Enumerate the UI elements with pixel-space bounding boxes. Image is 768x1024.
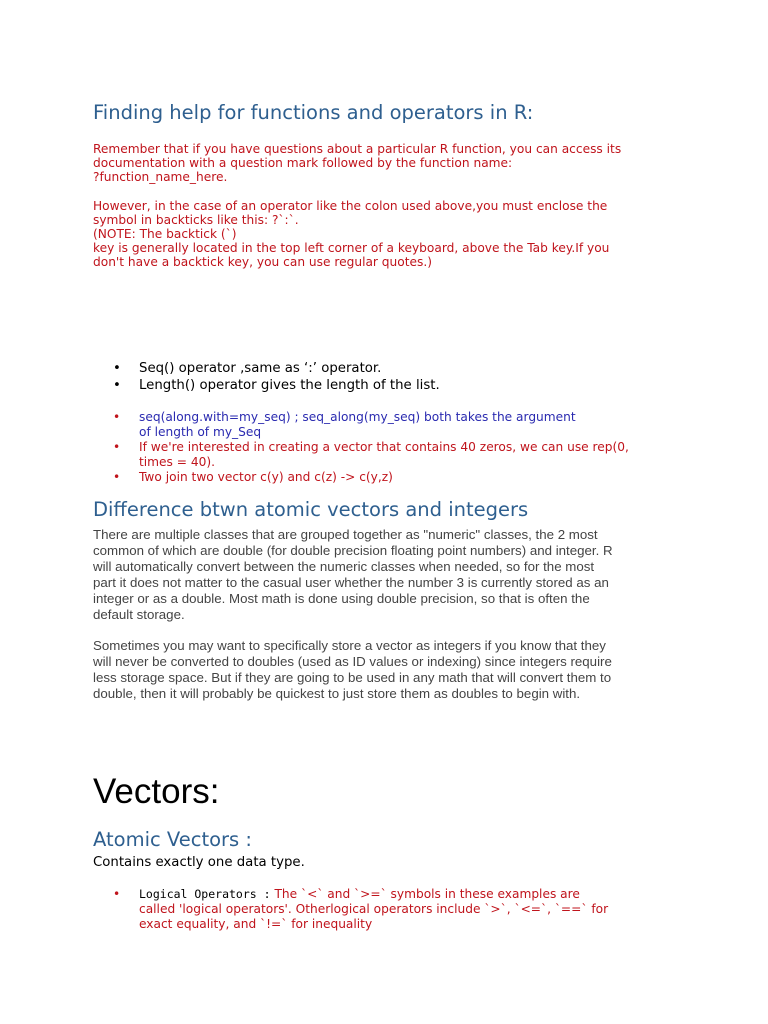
text-line: common of which are double (for double precision floating point numbers) and integer. R [93,543,613,558]
text-line: part it does not matter to the casual user whether the number 3 is currently stored as an [93,575,609,590]
bullet-icon: • [113,470,121,484]
text-line: key is generally located in the top left corner of a keyboard, above the Tab key.If you [93,241,610,255]
text-line: However, in the case of an operator like the colon used above,you must enclose the [93,199,608,213]
list-item-text: Length() operator gives the length of the list. [139,378,440,393]
text-line: symbol in backticks like this: ?`:`. [93,213,299,227]
list-item-text: times = 40). [139,455,215,469]
difference-paragraph-1 [93,527,693,623]
operators-list [113,360,440,394]
atomic-vectors-heading: Atomic Vectors : [93,828,252,851]
help-paragraph-2 [93,199,683,269]
difference-paragraph-2 [93,638,693,702]
list-item [113,887,608,932]
help-heading: Finding help for functions and operators in R: [93,101,534,124]
list-item-text: exact equality, and `!=` for inequality [139,917,373,931]
list-item [113,377,440,394]
text-line: default storage. [93,607,185,622]
text-line: ?function_name_here. [93,170,228,184]
vectors-title: Vectors: [93,772,220,811]
help-paragraph-1 [93,142,683,184]
text-line: double, then it will probably be quickest to just store them as doubles to begin with. [93,686,581,701]
difference-heading: Difference btwn atomic vectors and integers [93,498,529,521]
list-item-text: of length of my_Seq [139,425,262,439]
list-item [113,360,440,377]
text-line: (NOTE: The backtick (`) [93,227,237,241]
text-line: documentation with a question mark followed by the function name: [93,156,513,170]
logical-operators-list [113,887,608,932]
list-item-text: Two join two vector c(y) and c(z) -> c(y,z) [139,470,393,484]
list-item-text: Seq() operator ,same as ‘:’ operator. [139,361,382,376]
atomic-vectors-intro: Contains exactly one data type. [93,855,305,870]
list-item [113,410,629,440]
text-line: Remember that if you have questions about a particular R function, you can access its [93,142,622,156]
list-item-text: called 'logical operators'. Otherlogical operators include `>`, `<=`, `==` for [139,902,609,916]
logical-operators-code-label: Logical Operators : [139,887,271,901]
text-line: integer or as a double. Most math is done using double precision, so that is often the [93,591,590,606]
text-line: will never be converted to doubles (used as ID values or indexing) since integers require [93,654,612,669]
bullet-icon: • [113,440,121,454]
list-item-text: If we're interested in creating a vector that contains 40 zeros, we can use rep(0, [139,440,629,454]
text-line: will automatically convert between the numeric classes when needed, so for the most [93,559,595,574]
text-line: don't have a backtick key, you can use regular quotes.) [93,255,432,269]
bullet-icon: • [113,410,121,424]
text-line: There are multiple classes that are grouped together as "numeric" classes, the 2 most [93,527,598,542]
text-line: less storage space. But if they are going to be used in any math that will convert them to [93,670,612,685]
list-item [113,470,629,485]
list-item-text: The `<` and `>=` symbols in these examples are [274,887,580,901]
bullet-icon: • [113,887,121,901]
text-line: Sometimes you may want to specifically store a vector as integers if you know that they [93,638,606,653]
notes-list [113,410,629,485]
list-item-text: seq(along.with=my_seq) ; seq_along(my_seq) both takes the argument [139,410,576,424]
list-item [113,440,629,470]
list-item-first-line [139,887,608,902]
bullet-icon: • [113,378,121,393]
bullet-icon: • [113,361,121,376]
